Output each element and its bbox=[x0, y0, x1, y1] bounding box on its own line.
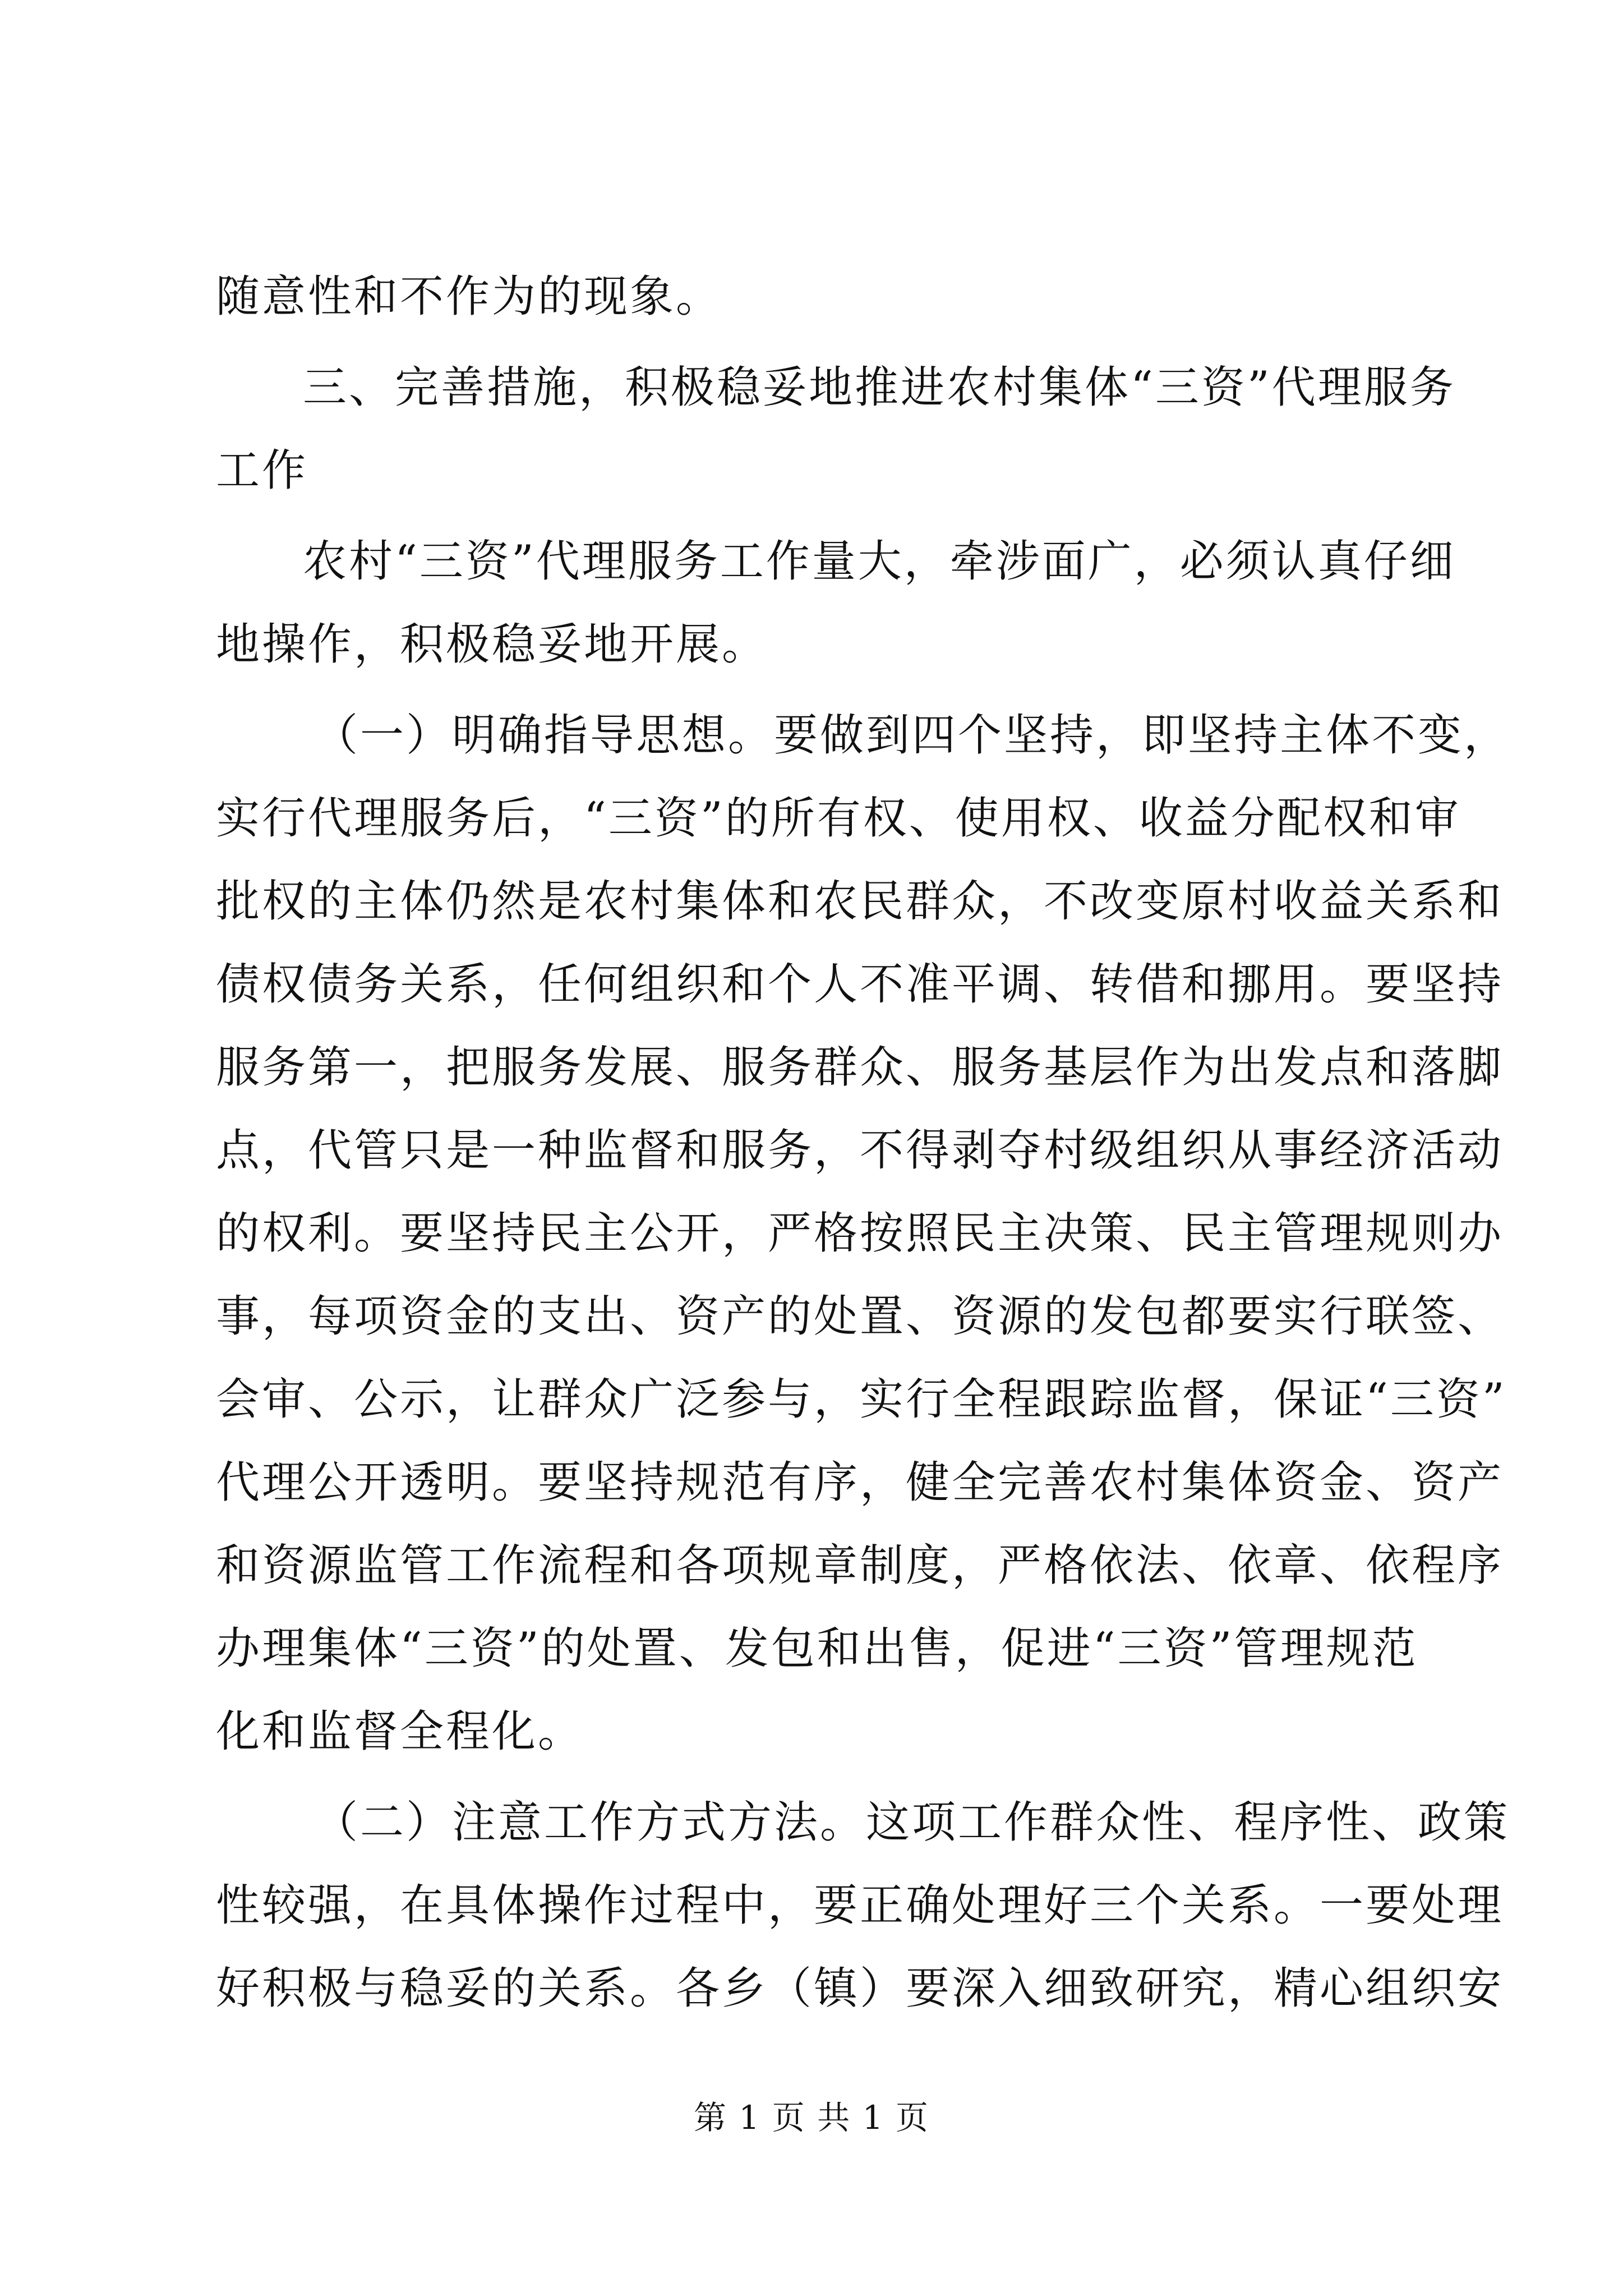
text-line: 批权的主体仍然是农村集体和农民群众，不改变原村收益关系和 bbox=[216, 876, 1504, 927]
page-footer bbox=[0, 2095, 1623, 2140]
subsection-line: （二）注意工作方式方法。这项工作群众性、程序性、政策 bbox=[314, 1797, 1510, 1848]
text-line: 事，每项资金的支出、资产的处置、资源的发包都要实行联签、 bbox=[216, 1291, 1504, 1342]
page-number-label: 第 1 页 共 1 页 bbox=[694, 2099, 929, 2137]
text-line: 和资源监管工作流程和各项规章制度，严格依法、依章、依程序 bbox=[216, 1540, 1504, 1591]
document-body bbox=[216, 255, 1510, 2030]
section-heading-line: 三、完善措施，积极稳妥地推进农村集体“三资”代理服务 bbox=[303, 362, 1456, 413]
text-line: 农村“三资”代理服务工作量大，牵涉面广，必须认真仔细 bbox=[303, 536, 1456, 587]
text-line: 会审、公示，让群众广泛参与，实行全程跟踪监督，保证“三资” bbox=[216, 1374, 1507, 1425]
text-line: 实行代理服务后，“三资”的所有权、使用权、收益分配权和审 bbox=[216, 793, 1461, 844]
text-line: 性较强，在具体操作过程中，要正确处理好三个关系。一要处理 bbox=[216, 1880, 1504, 1931]
subsection-line: （一）明确指导思想。要做到四个坚持，即坚持主体不变， bbox=[314, 710, 1510, 761]
section-heading-line: 工作 bbox=[216, 445, 308, 496]
text-line: 债权债务关系，任何组织和个人不准平调、转借和挪用。要坚持 bbox=[216, 959, 1504, 1010]
text-line: 点，代管只是一种监督和服务，不得剥夺村级组织从事经济活动 bbox=[216, 1125, 1504, 1176]
text-line: 服务第一，把服务发展、服务群众、服务基层作为出发点和落脚 bbox=[216, 1042, 1504, 1093]
text-line: 随意性和不作为的现象。 bbox=[216, 272, 722, 322]
text-line: 的权利。要坚持民主公开，严格按照民主决策、民主管理规则办 bbox=[216, 1208, 1504, 1259]
text-line: 地操作，积极稳妥地开展。 bbox=[216, 619, 768, 670]
text-line: 好积极与稳妥的关系。各乡（镇）要深入细致研究，精心组织安 bbox=[216, 1963, 1504, 2014]
text-line: 办理集体“三资”的处置、发包和出售，促进“三资”管理规范 bbox=[216, 1623, 1418, 1674]
text-line: 化和监督全程化。 bbox=[216, 1706, 584, 1757]
text-line: 代理公开透明。要坚持规范有序，健全完善农村集体资金、资产 bbox=[216, 1457, 1504, 1508]
